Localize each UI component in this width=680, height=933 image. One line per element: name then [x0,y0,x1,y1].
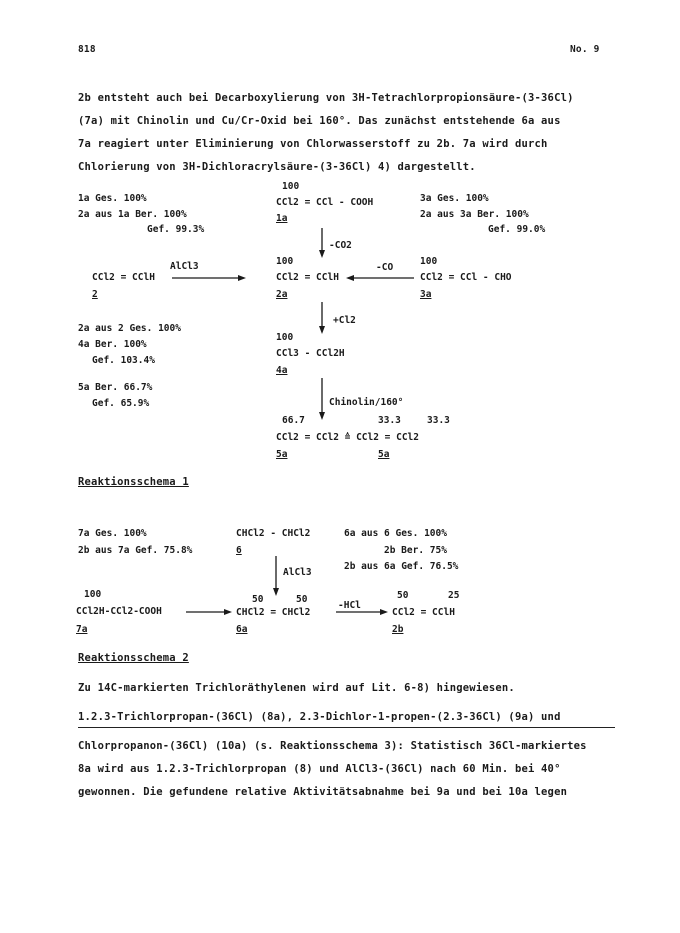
s1-bottom-num-2: 33.3 [378,415,401,426]
s2-num-mid-1: 50 [252,594,264,605]
s1-bottom-label-2: 5a [378,449,390,460]
scheme2-caption: Reaktionsschema 2 [78,652,189,664]
s1-ethane-num: 100 [276,332,294,343]
s1-right-label: 3a [420,289,432,300]
s2-top-formula: CHCl2 - CHCl2 [236,528,311,539]
s2-right-2: 2b Ber. 75% [384,545,447,556]
scheme1-caption: Reaktionsschema 1 [78,476,189,488]
para1-line-2: (7a) mit Chinolin und Cu/Cr-Oxid bei 160°. Das zunächst entstehende 6a aus [78,115,561,127]
s1-left-3: Gef. 99.3% [147,224,205,235]
s1-top-label: 1a [276,213,288,224]
para2-line-2: 1.2.3-Trichlorpropan-(36Cl) (8a), 2.3-Dichlor-1-propen-(2.3-36Cl) (9a) und [78,711,561,723]
s2-step-hcl: -HCl [338,600,361,611]
s1-low-1: 2a aus 2 Ges. 100% [78,323,181,334]
s1-right-2: 2a aus 3a Ber. 100% [420,209,529,220]
para1-line-3: 7a reagiert unter Eliminierung von Chlorwasserstoff zu 2b. 7a wird durch [78,138,548,150]
s1-step-chinolin: Chinolin/160° [329,397,404,408]
s1-left-2: 2a aus 1a Ber. 100% [78,209,187,220]
para2-line-4: 8a wird aus 1.2.3-Trichlorpropan (8) und AlCl3-(36Cl) nach 60 Min. bei 40° [78,763,561,775]
para1-line-1: 2b entsteht auch bei Decarboxylierung von 3H-Tetrachlorpropionsäure-(3-36Cl) [78,92,574,104]
para2-line-3: Chlorpropanon-(36Cl) (10a) (s. Reaktionsschema 3): Statistisch 36Cl-markiertes [78,740,587,752]
s1-bottom-num-3: 33.3 [427,415,450,426]
s2-right-1: 6a aus 6 Ges. 100% [344,528,447,539]
s2-reagent-alcl3: AlCl3 [283,567,312,578]
s2-start-label: 7a [76,624,88,635]
s1-low-5: Gef. 65.9% [92,398,150,409]
s1-mid-label: 2a [276,289,288,300]
s1-right-formula: CCl2 = CCl - CHO [420,272,512,283]
s2-num-end-2: 25 [448,590,460,601]
s2-mid-formula: CHCl2 = CHCl2 [236,607,311,618]
s1-right-1: 3a Ges. 100% [420,193,489,204]
s1-bottom-formula: CCl2 = CCl2 ≙ CCl2 = CCl2 [276,432,419,443]
s1-left-formula: CCl2 = CClH [92,272,155,283]
s2-end-formula: CCl2 = CClH [392,607,455,618]
s2-num-start: 100 [84,589,102,600]
page-number: 818 [78,44,96,55]
s1-bottom-label-1: 5a [276,449,288,460]
s1-right-num: 100 [420,256,438,267]
s1-reagent-alcl3: AlCl3 [170,261,199,272]
s1-low-4: 5a Ber. 66.7% [78,382,153,393]
s2-top-label: 6 [236,545,242,556]
s2-left-2: 2b aus 7a Gef. 75.8% [78,545,193,556]
s2-mid-label: 6a [236,624,248,635]
s1-step-cl2: +Cl2 [333,315,356,326]
s1-mid-formula: CCl2 = CClH [276,272,339,283]
para1-line-4: Chlorierung von 3H-Dichloracrylsäure-(3-36Cl) 4) dargestellt. [78,161,476,173]
s1-mid-num: 100 [276,256,294,267]
s1-ethane-label: 4a [276,365,288,376]
s2-left-1: 7a Ges. 100% [78,528,147,539]
s1-left-1: 1a Ges. 100% [78,193,147,204]
s1-right-3: Gef. 99.0% [488,224,546,235]
s2-end-label: 2b [392,624,404,635]
s1-top-num: 100 [282,181,300,192]
s2-num-mid-2: 50 [296,594,308,605]
s1-bottom-num-1: 66.7 [282,415,305,426]
s2-num-end-1: 50 [397,590,409,601]
s1-low-2: 4a Ber. 100% [78,339,147,350]
s1-step-co: -CO [376,262,394,273]
s1-step-co2: -CO2 [329,240,352,251]
para2-line-1: Zu 14C-markierten Trichloräthylenen wird auf Lit. 6-8) hingewiesen. [78,682,515,694]
s1-left-label: 2 [92,289,98,300]
s2-right-3: 2b aus 6a Gef. 76.5% [344,561,459,572]
s1-low-3: Gef. 103.4% [92,355,155,366]
issue-number: No. 9 [570,44,600,55]
s1-top-formula: CCl2 = CCl - COOH [276,197,374,208]
para2-line-5: gewonnen. Die gefundene relative Aktivitätsabnahme bei 9a und bei 10a legen [78,786,568,798]
s2-start-formula: CCl2H-CCl2-COOH [76,606,162,617]
s1-ethane-formula: CCl3 - CCl2H [276,348,345,359]
